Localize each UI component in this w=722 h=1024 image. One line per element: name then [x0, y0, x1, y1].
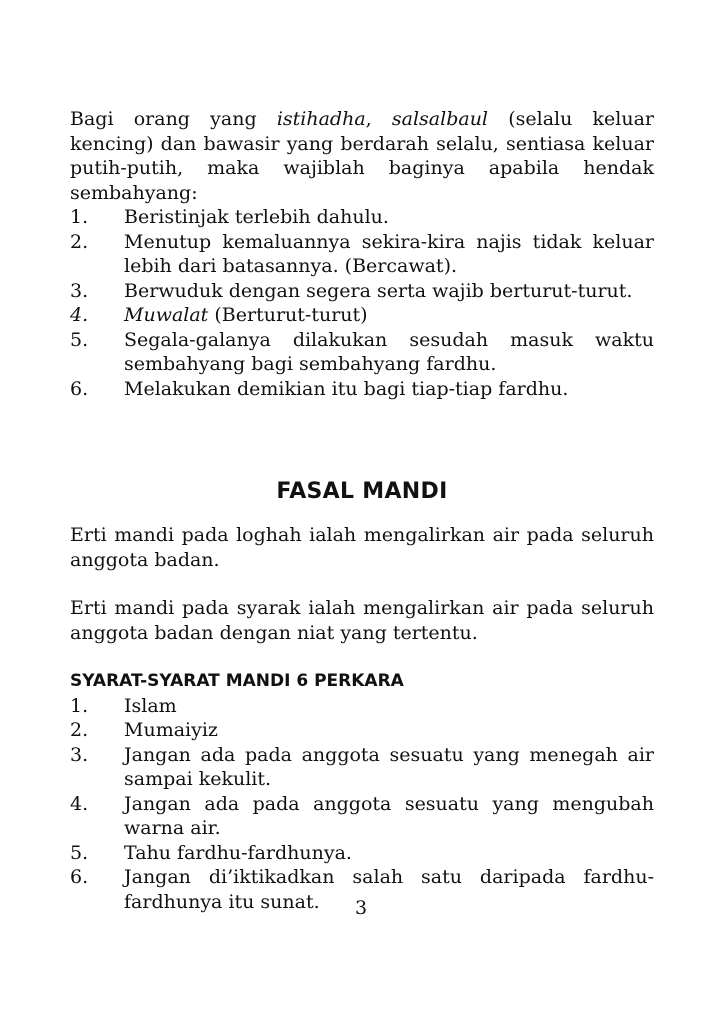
list-item-text: Jangan ada pada anggota sesuatu yang menegah air sampai kekulit. — [124, 743, 654, 790]
page-number: 3 — [354, 897, 368, 919]
intro-term-salsalbaul: salsalbaul — [391, 108, 489, 130]
list-item-text: Segala-galanya dilakukan sesudah masuk waktu sembahyang bagi sembahyang fardhu. — [124, 328, 654, 375]
section-heading: FASAL MANDI — [276, 479, 448, 504]
list-item-text: Islam — [124, 694, 177, 717]
list-item-number: 6. — [70, 866, 89, 888]
list-item — [70, 279, 654, 304]
list-item-number: 4. — [70, 792, 89, 815]
paragraph-spacer — [70, 572, 654, 596]
conditions-heading: SYARAT-SYARAT MANDI 6 PERKARA — [70, 671, 404, 691]
list-item — [70, 694, 654, 719]
list-item-text: Jangan ada pada anggota sesuatu yang mengubah warna air. — [124, 792, 654, 839]
list-item-number: 2. — [70, 230, 89, 253]
list-item-text: Beristinjak terlebih dahulu. — [124, 206, 389, 228]
list-item — [70, 230, 654, 279]
list-item-number: 2. — [70, 719, 89, 741]
list-item-text-rest: (Berturut-turut) — [208, 304, 368, 326]
list-item — [70, 841, 654, 866]
list-item-text: Mumaiyiz — [124, 719, 218, 741]
list-item — [70, 205, 654, 230]
term-muwalat: Muwalat — [124, 304, 209, 326]
wajib-list — [70, 205, 654, 401]
list-item — [70, 743, 654, 792]
intro-text-part2: (selalu keluar kencing) dan bawasir yang berdarah selalu, sentiasa keluar putih-putih, maka wajiblah baginya apabila hendak sembahyang: — [70, 108, 654, 204]
list-item-text: Tahu fardhu-fardhunya. — [124, 841, 352, 864]
list-item-number: 3. — [70, 743, 89, 766]
definition-loghah: Erti mandi pada loghah ialah mengalirkan air pada seluruh anggota badan. — [70, 524, 654, 571]
list-item — [70, 328, 654, 377]
list-item-number: 3. — [70, 279, 89, 302]
list-item — [70, 718, 654, 743]
conditions-list — [70, 694, 654, 915]
section-spacer — [70, 401, 654, 478]
list-item — [70, 303, 654, 328]
list-item-number: 5. — [70, 328, 89, 351]
intro-text-part1: Bagi orang yang — [70, 108, 277, 130]
list-item-number: 6. — [70, 377, 89, 400]
intro-paragraph — [70, 107, 654, 205]
list-item-text: Berwuduk dengan segera serta wajib berturut-turut. — [124, 279, 633, 302]
intro-separator: , — [365, 108, 392, 130]
definition-syarak: Erti mandi pada syarak ialah mengalirkan air pada seluruh anggota badan dengan niat yang tertentu. — [70, 597, 654, 644]
list-item-number: 4. — [70, 304, 89, 326]
list-item — [70, 377, 654, 402]
list-item-text: Jangan di’iktikadkan salah satu daripada fardhu-fardhunya itu sunat. — [124, 866, 654, 913]
list-item-text — [124, 303, 654, 328]
list-item-number: 5. — [70, 841, 89, 864]
list-item — [70, 792, 654, 841]
list-item-number: 1. — [70, 206, 89, 228]
list-item-text: Menutup kemaluannya sekira-kira najis tidak keluar lebih dari batasannya. (Bercawat). — [124, 230, 654, 277]
heading-spacer — [70, 506, 654, 523]
page-content — [70, 107, 654, 914]
paragraph-spacer — [70, 645, 654, 669]
list-item-number: 1. — [70, 694, 89, 717]
intro-term-istihadha: istihadha — [276, 108, 366, 130]
list-item-text: Melakukan demikian itu bagi tiap-tiap fardhu. — [124, 377, 569, 400]
